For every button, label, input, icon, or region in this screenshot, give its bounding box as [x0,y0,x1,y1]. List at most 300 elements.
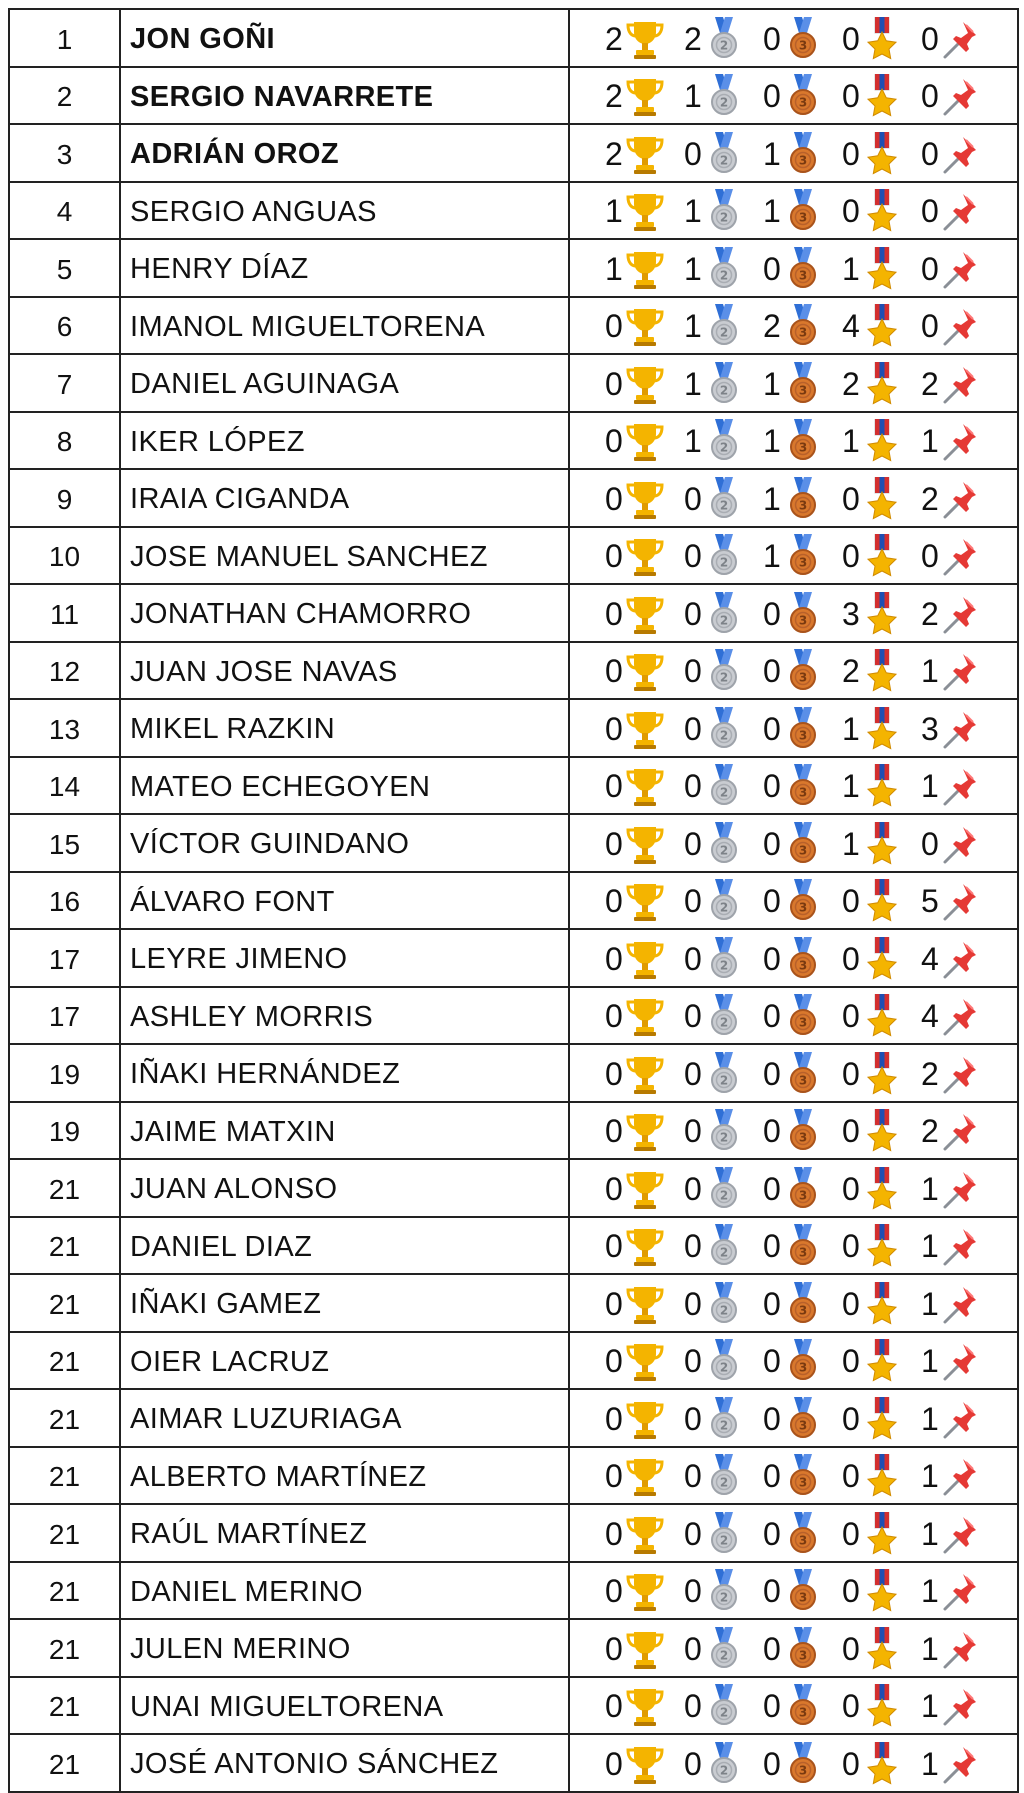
military-medal-count-value: 1 [842,250,860,287]
military-medal-count-value: 0 [842,1458,860,1495]
trophy-count [605,245,684,291]
medals-cell [569,1274,1018,1332]
pin-count-value: 2 [921,595,939,632]
military-medal-count-value: 0 [842,1228,860,1265]
name-cell: DANIEL AGUINAGA [120,354,569,412]
rank-cell: 6 [9,297,120,355]
name-cell: UNAI MIGUELTORENA [120,1677,569,1735]
pin-count-value: 2 [921,365,939,402]
trophy-count-value: 0 [605,1228,623,1265]
svg-text:2: 2 [719,1705,729,1720]
name-cell: ADRIÁN OROZ [120,124,569,182]
trophy-count-value: 0 [605,480,623,517]
silver-medal-count [684,72,763,118]
silver-medal-count [684,1107,763,1153]
medals-cell [569,872,1018,930]
svg-text:2: 2 [719,1418,729,1433]
military-medal-count-value: 0 [842,883,860,920]
medals-cell [569,527,1018,585]
table-row [9,182,1018,240]
svg-text:2: 2 [719,1533,729,1548]
pin-count [921,302,1000,348]
svg-text:3: 3 [798,555,808,570]
name-cell: SERGIO ANGUAS [120,182,569,240]
military-medal-count [842,417,921,463]
bronze-medal-count-value: 0 [763,1343,781,1380]
table-row [9,412,1018,470]
pin-count [921,1107,1000,1153]
bronze-medal-count-value: 1 [763,480,781,517]
military-medal-count [842,1510,921,1556]
name-cell: RAÚL MARTÍNEZ [120,1504,569,1562]
silver-medal-count [684,245,763,291]
table-row [9,124,1018,182]
pin-count-value: 1 [921,1458,939,1495]
trophy-count [605,647,684,693]
medals-cell [569,354,1018,412]
silver-medal-count [684,15,763,61]
military-medal-count [842,1740,921,1786]
pin-count [921,1567,1000,1613]
name-cell: DANIEL MERINO [120,1562,569,1620]
military-medal-count [842,1567,921,1613]
military-medal-count [842,360,921,406]
svg-text:2: 2 [719,1475,729,1490]
pin-count-value: 1 [921,768,939,805]
military-medal-count [842,1337,921,1383]
pin-count [921,1222,1000,1268]
trophy-count-value: 0 [605,825,623,862]
pin-count-value: 1 [921,1228,939,1265]
name-cell: SERGIO NAVARRETE [120,67,569,125]
bronze-medal-count-value: 0 [763,250,781,287]
svg-text:3: 3 [798,1590,808,1605]
trophy-count [605,532,684,578]
trophy-count-value: 0 [605,1688,623,1725]
pin-count [921,417,1000,463]
military-medal-count-value: 0 [842,1400,860,1437]
table-row [9,699,1018,757]
silver-medal-count [684,1682,763,1728]
svg-text:3: 3 [798,1188,808,1203]
bronze-medal-count [763,762,842,808]
pin-count [921,1280,1000,1326]
pin-count-value: 1 [921,1170,939,1207]
trophy-count [605,1452,684,1498]
military-medal-count-value: 1 [842,710,860,747]
pin-count-value: 1 [921,423,939,460]
pin-count [921,1625,1000,1671]
medals-cell [569,239,1018,297]
silver-medal-count-value: 0 [684,998,702,1035]
rank-cell: 5 [9,239,120,297]
svg-text:3: 3 [798,1073,808,1088]
medals-cell [569,1389,1018,1447]
pin-count-value: 5 [921,883,939,920]
table-row [9,1044,1018,1102]
svg-text:2: 2 [719,325,729,340]
silver-medal-count [684,935,763,981]
bronze-medal-count-value: 1 [763,538,781,575]
trophy-count-value: 0 [605,1170,623,1207]
rank-cell: 21 [9,1159,120,1217]
pin-count-value: 1 [921,653,939,690]
military-medal-count-value: 0 [842,1055,860,1092]
rank-cell: 12 [9,642,120,700]
trophy-count-value: 0 [605,538,623,575]
pin-count-value: 0 [921,538,939,575]
rank-cell: 21 [9,1734,120,1792]
military-medal-count-value: 0 [842,538,860,575]
table-row [9,239,1018,297]
rank-cell: 21 [9,1447,120,1505]
pin-count-value: 2 [921,480,939,517]
military-medal-count [842,130,921,176]
rank-cell: 3 [9,124,120,182]
pin-count-value: 0 [921,308,939,345]
trophy-count-value: 0 [605,1458,623,1495]
bronze-medal-count [763,1280,842,1326]
military-medal-count [842,72,921,118]
bronze-medal-count-value: 0 [763,1055,781,1092]
military-medal-count-value: 1 [842,825,860,862]
svg-text:3: 3 [798,498,808,513]
name-cell: ALBERTO MARTÍNEZ [120,1447,569,1505]
silver-medal-count-value: 0 [684,883,702,920]
silver-medal-count-value: 1 [684,308,702,345]
trophy-count [605,820,684,866]
rank-cell: 19 [9,1044,120,1102]
pin-count [921,1165,1000,1211]
bronze-medal-count [763,1452,842,1498]
pin-count [921,15,1000,61]
silver-medal-count-value: 0 [684,710,702,747]
medals-cell [569,67,1018,125]
rank-cell: 17 [9,987,120,1045]
silver-medal-count [684,1567,763,1613]
bronze-medal-count-value: 1 [763,135,781,172]
silver-medal-count [684,877,763,923]
pin-count [921,532,1000,578]
military-medal-count [842,302,921,348]
medals-cell [569,1504,1018,1562]
bronze-medal-count [763,1682,842,1728]
svg-text:3: 3 [798,153,808,168]
svg-text:3: 3 [798,440,808,455]
rank-cell: 21 [9,1504,120,1562]
bronze-medal-count [763,877,842,923]
medals-cell [569,1159,1018,1217]
silver-medal-count [684,820,763,866]
svg-text:3: 3 [798,728,808,743]
silver-medal-count [684,647,763,693]
name-cell: JUAN JOSE NAVAS [120,642,569,700]
svg-text:3: 3 [798,1130,808,1145]
bronze-medal-count-value: 0 [763,1113,781,1150]
military-medal-count [842,1222,921,1268]
trophy-count [605,1050,684,1096]
pin-count [921,762,1000,808]
silver-medal-count-value: 0 [684,480,702,517]
military-medal-count [842,475,921,521]
silver-medal-count-value: 0 [684,1515,702,1552]
military-medal-count-value: 0 [842,1113,860,1150]
bronze-medal-count-value: 0 [763,940,781,977]
pin-count-value: 0 [921,135,939,172]
trophy-count-value: 0 [605,1745,623,1782]
table-row [9,1217,1018,1275]
bronze-medal-count-value: 0 [763,1458,781,1495]
svg-text:3: 3 [798,1418,808,1433]
bronze-medal-count-value: 0 [763,710,781,747]
bronze-medal-count [763,1625,842,1671]
silver-medal-count-value: 0 [684,1343,702,1380]
svg-text:3: 3 [798,958,808,973]
svg-text:2: 2 [719,1590,729,1605]
svg-text:3: 3 [798,670,808,685]
bronze-medal-count [763,590,842,636]
silver-medal-count-value: 0 [684,1573,702,1610]
name-cell: LEYRE JIMENO [120,929,569,987]
name-cell: MIKEL RAZKIN [120,699,569,757]
svg-text:2: 2 [719,958,729,973]
bronze-medal-count [763,302,842,348]
trophy-count-value: 0 [605,308,623,345]
table-row [9,1734,1018,1792]
bronze-medal-count-value: 0 [763,1285,781,1322]
pin-count-value: 1 [921,1400,939,1437]
table-row [9,757,1018,815]
trophy-count [605,1395,684,1441]
rank-cell: 2 [9,67,120,125]
trophy-count-value: 1 [605,193,623,230]
silver-medal-count [684,1337,763,1383]
military-medal-count-value: 0 [842,1515,860,1552]
bronze-medal-count [763,187,842,233]
bronze-medal-count [763,992,842,1038]
trophy-count [605,187,684,233]
military-medal-count [842,705,921,751]
svg-text:2: 2 [719,38,729,53]
trophy-count [605,1567,684,1613]
bronze-medal-count-value: 0 [763,1745,781,1782]
silver-medal-count-value: 0 [684,940,702,977]
trophy-count-value: 2 [605,135,623,172]
bronze-medal-count-value: 1 [763,365,781,402]
military-medal-count-value: 0 [842,78,860,115]
pin-count-value: 0 [921,825,939,862]
medals-cell [569,814,1018,872]
name-cell: JULEN MERINO [120,1619,569,1677]
bronze-medal-count-value: 0 [763,1170,781,1207]
table-row [9,1332,1018,1390]
svg-text:3: 3 [798,268,808,283]
svg-text:3: 3 [798,613,808,628]
svg-text:2: 2 [719,785,729,800]
bronze-medal-count-value: 0 [763,1400,781,1437]
pin-count-value: 1 [921,1630,939,1667]
pin-count [921,1452,1000,1498]
military-medal-count [842,1395,921,1441]
svg-text:3: 3 [798,1648,808,1663]
rank-cell: 8 [9,412,120,470]
pin-count [921,820,1000,866]
silver-medal-count [684,1452,763,1498]
medals-cell [569,929,1018,987]
medals-cell [569,757,1018,815]
name-cell: OIER LACRUZ [120,1332,569,1390]
pin-count-value: 3 [921,710,939,747]
table-row [9,469,1018,527]
svg-text:3: 3 [798,1705,808,1720]
trophy-count [605,475,684,521]
svg-text:2: 2 [719,1130,729,1145]
bronze-medal-count [763,130,842,176]
military-medal-count [842,877,921,923]
svg-text:3: 3 [798,210,808,225]
trophy-count-value: 0 [605,653,623,690]
military-medal-count-value: 1 [842,423,860,460]
pin-count [921,1740,1000,1786]
bronze-medal-count [763,245,842,291]
table-row [9,1562,1018,1620]
bronze-medal-count-value: 0 [763,768,781,805]
pin-count [921,647,1000,693]
silver-medal-count-value: 0 [684,595,702,632]
silver-medal-count [684,762,763,808]
silver-medal-count-value: 1 [684,193,702,230]
svg-text:3: 3 [798,1763,808,1778]
svg-text:3: 3 [798,38,808,53]
trophy-count-value: 0 [605,423,623,460]
pin-count-value: 1 [921,1688,939,1725]
name-cell: JAIME MATXIN [120,1102,569,1160]
bronze-medal-count [763,1050,842,1096]
trophy-count-value: 2 [605,20,623,57]
silver-medal-count-value: 0 [684,135,702,172]
military-medal-count-value: 0 [842,1688,860,1725]
pin-count-value: 1 [921,1745,939,1782]
trophy-count [605,877,684,923]
trophy-count-value: 0 [605,998,623,1035]
military-medal-count [842,1625,921,1671]
pin-count-value: 1 [921,1285,939,1322]
bronze-medal-count [763,1740,842,1786]
trophy-count [605,72,684,118]
medals-cell [569,1447,1018,1505]
svg-text:2: 2 [719,900,729,915]
silver-medal-count [684,1625,763,1671]
silver-medal-count [684,705,763,751]
bronze-medal-count-value: 0 [763,20,781,57]
silver-medal-count-value: 1 [684,78,702,115]
pin-count-value: 2 [921,1055,939,1092]
military-medal-count [842,590,921,636]
pin-count [921,72,1000,118]
silver-medal-count-value: 1 [684,423,702,460]
military-medal-count [842,820,921,866]
bronze-medal-count [763,1337,842,1383]
bronze-medal-count-value: 0 [763,825,781,862]
svg-text:3: 3 [798,1015,808,1030]
rank-cell: 15 [9,814,120,872]
military-medal-count-value: 0 [842,1343,860,1380]
rank-cell: 21 [9,1619,120,1677]
military-medal-count [842,245,921,291]
pin-count-value: 1 [921,1573,939,1610]
trophy-count [605,417,684,463]
trophy-count [605,935,684,981]
rank-cell: 13 [9,699,120,757]
trophy-count-value: 0 [605,1573,623,1610]
medals-cell [569,1217,1018,1275]
trophy-count [605,1337,684,1383]
pin-count-value: 0 [921,20,939,57]
military-medal-count-value: 0 [842,1573,860,1610]
table-row [9,354,1018,412]
medals-cell [569,699,1018,757]
silver-medal-count [684,302,763,348]
svg-text:3: 3 [798,843,808,858]
silver-medal-count-value: 0 [684,1688,702,1725]
svg-text:2: 2 [719,95,729,110]
name-cell: AIMAR LUZURIAGA [120,1389,569,1447]
rank-cell: 1 [9,9,120,67]
trophy-count [605,992,684,1038]
svg-text:2: 2 [719,498,729,513]
table-row [9,1447,1018,1505]
table-row [9,297,1018,355]
silver-medal-count-value: 0 [684,1113,702,1150]
name-cell: DANIEL DIAZ [120,1217,569,1275]
military-medal-count-value: 1 [842,768,860,805]
medals-cell [569,1677,1018,1735]
medals-cell [569,1044,1018,1102]
trophy-count [605,762,684,808]
pin-count [921,245,1000,291]
medals-cell [569,987,1018,1045]
silver-medal-count [684,1280,763,1326]
svg-text:2: 2 [719,613,729,628]
svg-text:3: 3 [798,1360,808,1375]
silver-medal-count [684,590,763,636]
bronze-medal-count [763,1222,842,1268]
trophy-count [605,1222,684,1268]
rank-cell: 10 [9,527,120,585]
military-medal-count-value: 0 [842,940,860,977]
military-medal-count-value: 0 [842,193,860,230]
svg-text:3: 3 [798,95,808,110]
svg-text:3: 3 [798,1245,808,1260]
svg-text:3: 3 [798,1475,808,1490]
rank-cell: 21 [9,1217,120,1275]
rank-cell: 4 [9,182,120,240]
ranking-sheet [8,8,1017,1793]
bronze-medal-count-value: 0 [763,1630,781,1667]
table-row [9,584,1018,642]
bronze-medal-count [763,1165,842,1211]
pin-count [921,187,1000,233]
svg-text:2: 2 [719,440,729,455]
medals-cell [569,1332,1018,1390]
svg-text:2: 2 [719,1763,729,1778]
military-medal-count-value: 2 [842,365,860,402]
table-row [9,929,1018,987]
name-cell: VÍCTOR GUINDANO [120,814,569,872]
military-medal-count [842,1682,921,1728]
name-cell: IRAIA CIGANDA [120,469,569,527]
table-row [9,67,1018,125]
